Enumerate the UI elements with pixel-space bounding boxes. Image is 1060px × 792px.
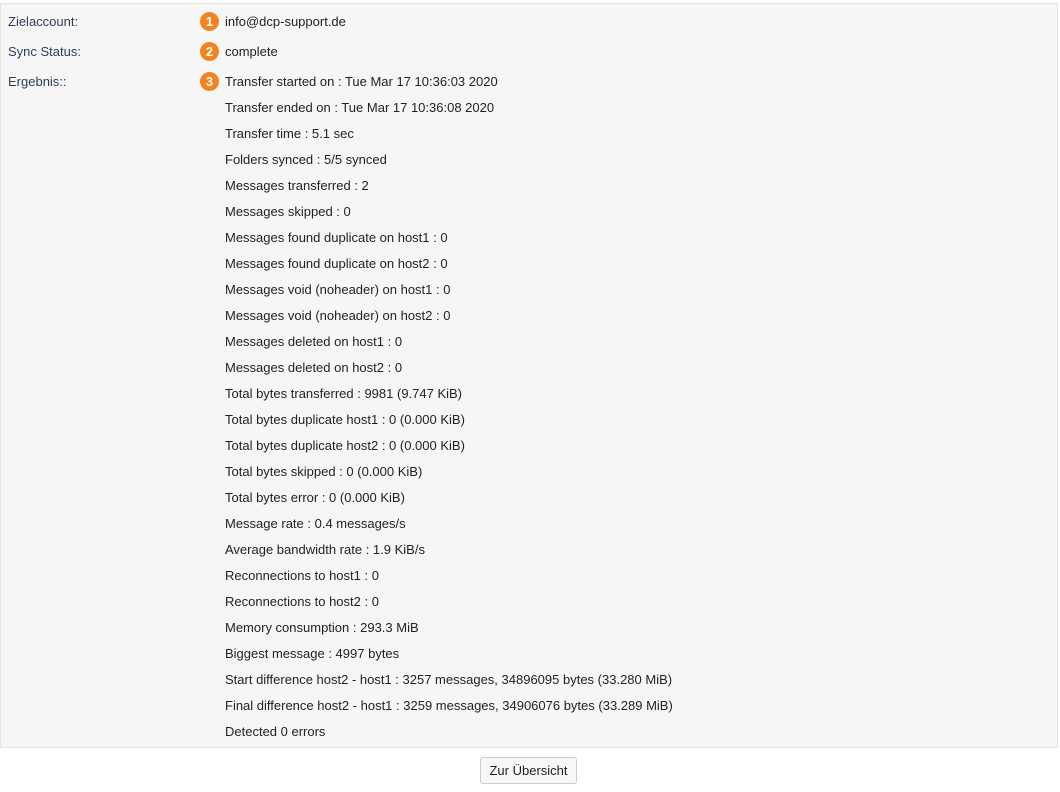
result-line: Memory consumption : 293.3 MiB <box>225 620 419 635</box>
result-line: Messages void (noheader) on host1 : 0 <box>225 282 451 297</box>
result-line: Messages skipped : 0 <box>225 204 351 219</box>
target-account-label: Zielaccount: <box>8 14 79 29</box>
result-line: Total bytes transferred : 9981 (9.747 KiB) <box>225 386 463 401</box>
result-line: Transfer started on : Tue Mar 17 10:36:03 2020 <box>225 74 498 89</box>
result-line: Message rate : 0.4 messages/s <box>225 516 406 531</box>
result-line: Total bytes duplicate host1 : 0 (0.000 KiB) <box>225 412 465 427</box>
result-line: Final difference host2 - host1 : 3259 messages, 34906076 bytes (33.289 MiB) <box>225 698 673 713</box>
sync-status-label: Sync Status: <box>8 44 81 59</box>
result-line: Detected 0 errors <box>225 724 326 739</box>
result-line: Start difference host2 - host1 : 3257 messages, 34896095 bytes (33.280 MiB) <box>225 672 673 687</box>
result-line: Reconnections to host1 : 0 <box>225 568 379 583</box>
result-line: Transfer time : 5.1 sec <box>225 126 354 141</box>
result-line: Messages transferred : 2 <box>225 178 369 193</box>
result-line: Messages deleted on host1 : 0 <box>225 334 403 349</box>
step-2-badge-icon: 2 <box>200 42 219 61</box>
back-to-overview-button[interactable]: Zur Übersicht <box>480 757 577 784</box>
result-line: Folders synced : 5/5 synced <box>225 152 387 167</box>
result-line: Total bytes skipped : 0 (0.000 KiB) <box>225 464 423 479</box>
result-label: Ergebnis:: <box>8 74 67 89</box>
sync-status-value: complete <box>225 44 278 59</box>
step-1-badge-icon: 1 <box>200 12 219 31</box>
step-3-badge-icon: 3 <box>200 72 219 91</box>
result-line: Messages found duplicate on host1 : 0 <box>225 230 448 245</box>
result-line: Reconnections to host2 : 0 <box>225 594 379 609</box>
sync-result-panel <box>0 3 1058 748</box>
result-line: Biggest message : 4997 bytes <box>225 646 400 661</box>
result-line: Messages void (noheader) on host2 : 0 <box>225 308 451 323</box>
result-line: Total bytes error : 0 (0.000 KiB) <box>225 490 405 505</box>
target-account-value: info@dcp-support.de <box>225 14 346 29</box>
result-line: Messages found duplicate on host2 : 0 <box>225 256 448 271</box>
result-line: Average bandwidth rate : 1.9 KiB/s <box>225 542 425 557</box>
result-line: Total bytes duplicate host2 : 0 (0.000 KiB) <box>225 438 465 453</box>
result-line: Messages deleted on host2 : 0 <box>225 360 403 375</box>
result-line: Transfer ended on : Tue Mar 17 10:36:08 2020 <box>225 100 495 115</box>
